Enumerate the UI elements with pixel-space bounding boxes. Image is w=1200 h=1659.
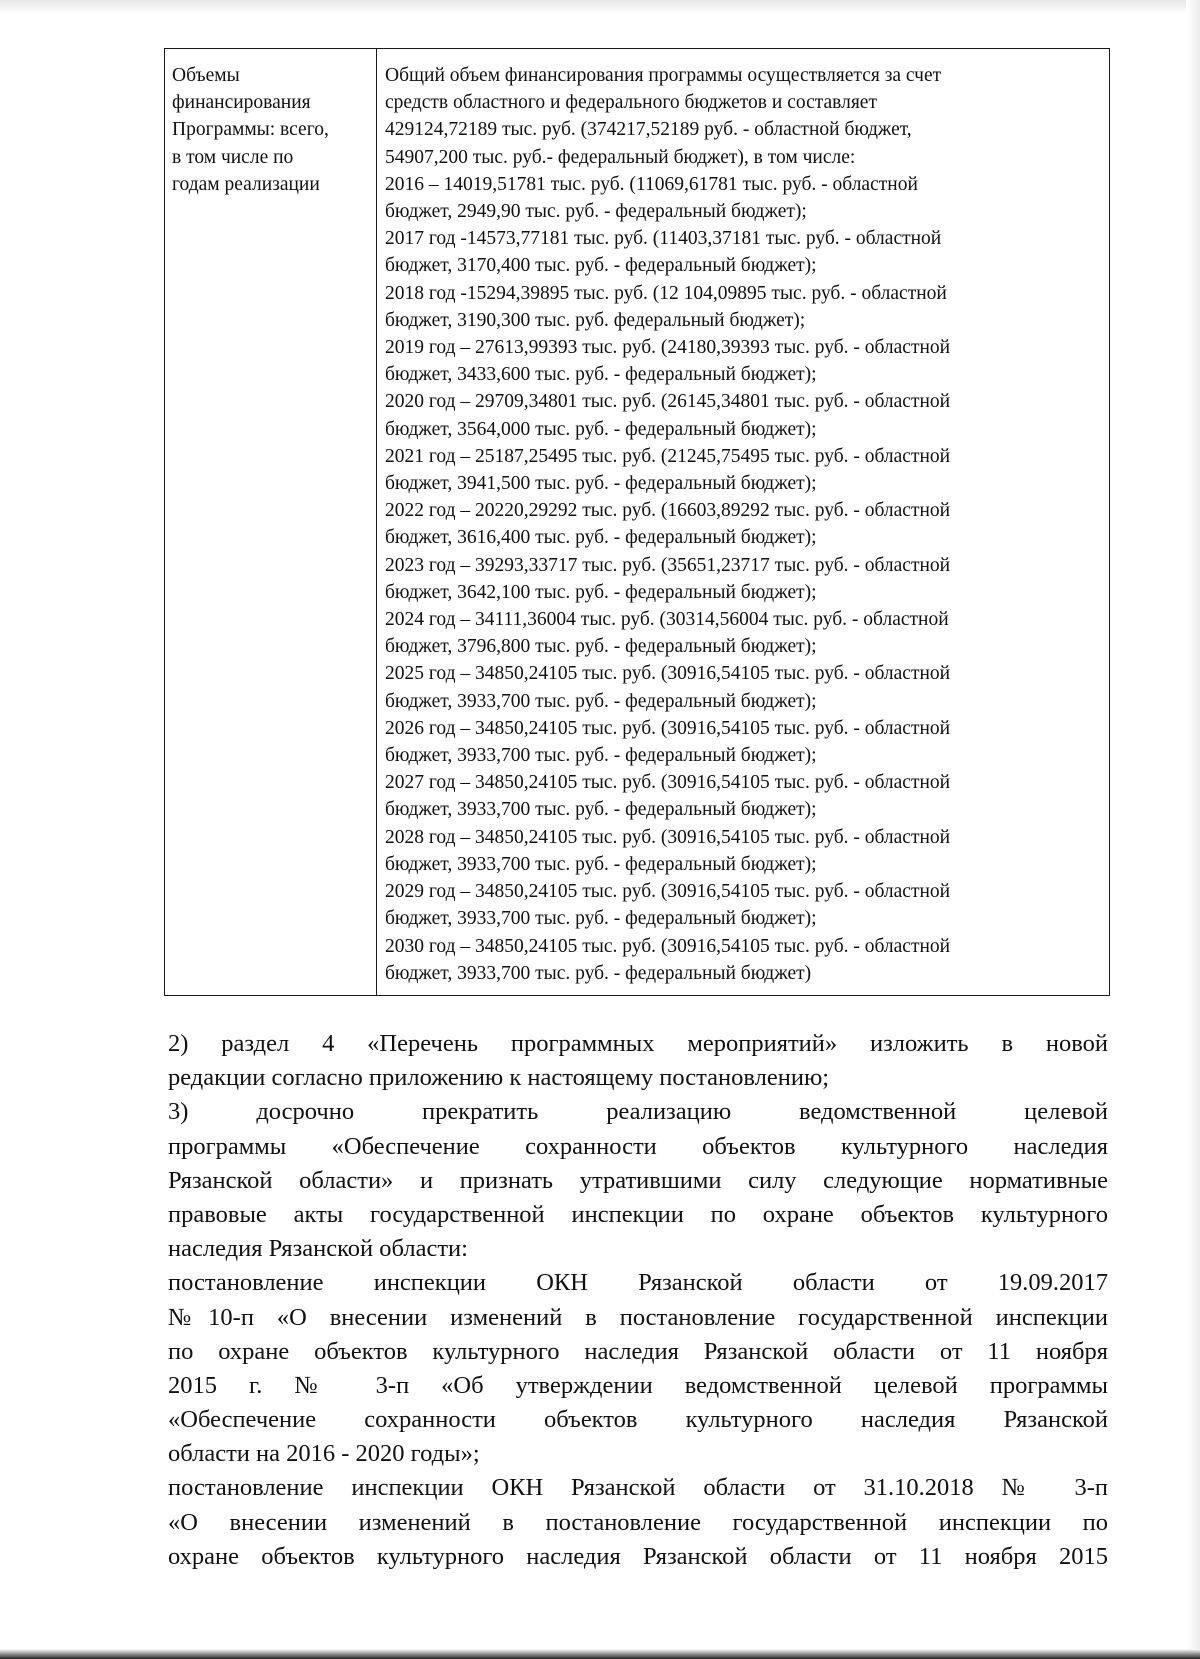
body-line: постановление инспекции ОКН Рязанской области от 19.09.2017: [168, 1269, 1108, 1297]
body-line: «О внесении изменений в постановление государственной инспекции по: [168, 1508, 1108, 1536]
value-line: Общий объем финансирования программы осуществляется за счет: [385, 65, 942, 86]
value-line: бюджет, 3796,800 тыс. руб. - федеральный бюджет);: [385, 636, 817, 658]
body-line: 2015 г. № 3-п «Об утверждении ведомственной целевой программы: [168, 1371, 1108, 1399]
label-line: Программы: всего,: [172, 119, 329, 141]
value-line: бюджет, 3933,700 тыс. руб. - федеральный бюджет);: [385, 745, 817, 767]
value-line: средств областного и федерального бюджетов и составляет: [385, 92, 877, 114]
value-line: бюджет, 3941,500 тыс. руб. - федеральный бюджет);: [385, 473, 817, 495]
value-line: 2017 год -14573,77181 тыс. руб. (11403,37181 тыс. руб. - областной: [385, 228, 942, 250]
value-line: бюджет, 3933,700 тыс. руб. - федеральный бюджет);: [385, 908, 817, 930]
value-line: 2028 год – 34850,24105 тыс. руб. (30916,54105 тыс. руб. - областной: [385, 826, 951, 848]
scan-edge-bottom: [0, 1649, 1200, 1659]
value-line: 429124,72189 тыс. руб. (374217,52189 руб. - областной бюджет,: [385, 119, 912, 141]
body-line: программы «Обеспечение сохранности объектов культурного наследия: [168, 1132, 1108, 1160]
body-line: по охране объектов культурного наследия Рязанской области от 11 ноября: [168, 1337, 1108, 1365]
table-column-divider: [376, 48, 377, 996]
value-line: 2024 год – 34111,36004 тыс. руб. (30314,56004 тыс. руб. - областной: [385, 609, 949, 631]
value-line: бюджет, 3170,400 тыс. руб. - федеральный бюджет);: [385, 255, 817, 277]
body-line: Рязанской области» и признать утратившими силу следующие нормативные: [168, 1166, 1108, 1194]
value-line: 2022 год – 20220,29292 тыс. руб. (16603,89292 тыс. руб. - областной: [385, 500, 951, 522]
label-line: в том числе по: [172, 146, 294, 168]
value-line: 2025 год – 34850,24105 тыс. руб. (30916,54105 тыс. руб. - областной: [385, 663, 951, 685]
value-line: 2029 год – 34850,24105 тыс. руб. (30916,54105 тыс. руб. - областной: [385, 881, 951, 903]
label-line: финансирования: [172, 92, 311, 114]
body-line: наследия Рязанской области:: [168, 1235, 468, 1263]
value-line: бюджет, 3642,100 тыс. руб. - федеральный бюджет);: [385, 581, 817, 603]
value-line: бюджет, 3616,400 тыс. руб. - федеральный бюджет);: [385, 527, 817, 549]
body-line: охране объектов культурного наследия Рязанской области от 11 ноября 2015: [168, 1542, 1108, 1570]
label-line: Объемы: [172, 65, 240, 86]
label-line: годам реализации: [172, 173, 320, 195]
document-body: [168, 1027, 1108, 1574]
value-line: бюджет, 3190,300 тыс. руб. федеральный бюджет);: [385, 309, 806, 331]
body-line: правовые акты государственной инспекции по охране объектов культурного: [168, 1200, 1108, 1228]
value-line: бюджет, 3933,700 тыс. руб. - федеральный бюджет);: [385, 853, 817, 875]
scan-edge-right: [1186, 0, 1200, 1659]
value-line: бюджет, 3933,700 тыс. руб. - федеральный бюджет);: [385, 799, 817, 821]
body-line: редакции согласно приложению к настоящему постановлению;: [168, 1064, 830, 1092]
scan-edge-top: [0, 0, 1200, 14]
value-line: 54907,200 тыс. руб.- федеральный бюджет), в том числе:: [385, 146, 856, 168]
value-line: 2026 год – 34850,24105 тыс. руб. (30916,54105 тыс. руб. - областной: [385, 717, 951, 739]
value-line: бюджет, 3564,000 тыс. руб. - федеральный бюджет);: [385, 418, 817, 440]
value-line: 2019 год – 27613,99393 тыс. руб. (24180,39393 тыс. руб. - областной: [385, 337, 951, 359]
value-line: 2030 год – 34850,24105 тыс. руб. (30916,54105 тыс. руб. - областной: [385, 935, 951, 957]
value-line: бюджет, 3933,700 тыс. руб. - федеральный бюджет);: [385, 690, 817, 712]
value-line: 2021 год – 25187,25495 тыс. руб. (21245,75495 тыс. руб. - областной: [385, 445, 951, 467]
value-line: 2016 – 14019,51781 тыс. руб. (11069,61781 тыс. руб. - областной: [385, 173, 918, 195]
value-line: бюджет, 3433,600 тыс. руб. - федеральный бюджет);: [385, 364, 817, 386]
body-line: области на 2016 - 2020 годы»;: [168, 1440, 480, 1468]
financing-label-cell: [172, 62, 372, 198]
value-line: бюджет, 3933,700 тыс. руб. - федеральный бюджет): [385, 962, 812, 984]
body-line: 3) досрочно прекратить реализацию ведомственной целевой: [168, 1098, 1108, 1126]
value-line: 2018 год -15294,39895 тыс. руб. (12 104,09895 тыс. руб. - областной: [385, 282, 947, 304]
value-line: бюджет, 2949,90 тыс. руб. - федеральный бюджет);: [385, 201, 807, 223]
body-line: постановление инспекции ОКН Рязанской области от 31.10.2018 № 3-п: [168, 1474, 1108, 1502]
body-line: 2) раздел 4 «Перечень программных мероприятий» изложить в новой: [168, 1030, 1108, 1057]
value-line: 2027 год – 34850,24105 тыс. руб. (30916,54105 тыс. руб. - областной: [385, 772, 951, 794]
financing-value-cell: [385, 62, 1105, 987]
body-line: «Обеспечение сохранности объектов культурного наследия Рязанской: [168, 1406, 1108, 1434]
body-line: №10-п «О внесении изменений в постановление государственной инспекции: [168, 1303, 1108, 1331]
value-line: 2020 год – 29709,34801 тыс. руб. (26145,34801 тыс. руб. - областной: [385, 391, 951, 413]
value-line: 2023 год – 39293,33717 тыс. руб. (35651,23717 тыс. руб. - областной: [385, 554, 951, 576]
